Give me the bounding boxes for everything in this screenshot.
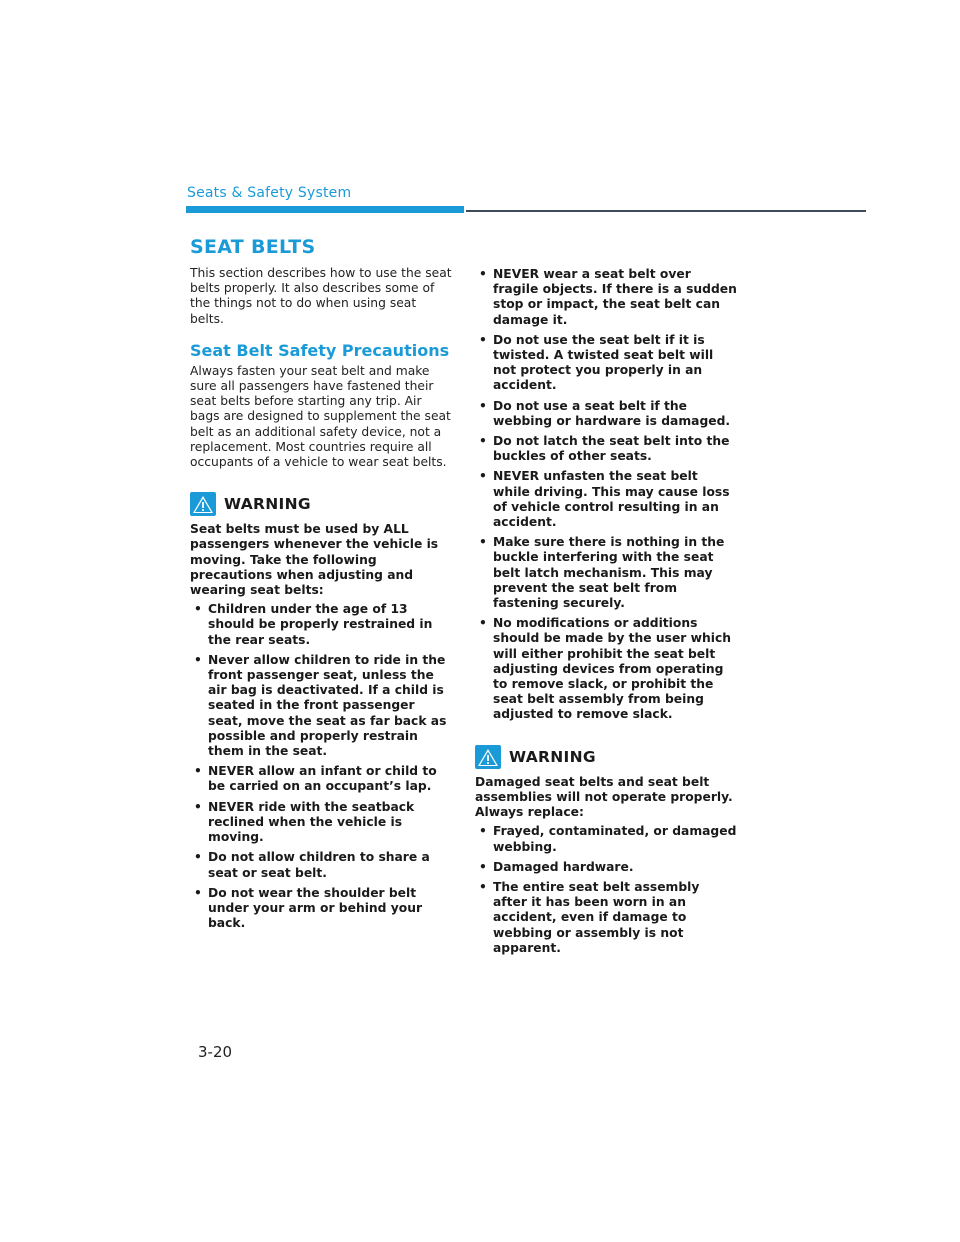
intro-text: This section describes how to use the seat belts properly. It also describes some of the things not to do when using seat belts. [190,266,452,326]
list-item: • The entire seat belt assembly after it has been worn in an accident, even if damage to webbing or assembly is not apparent. [475,880,737,956]
page-number: 3-20 [198,1043,233,1061]
section-title: Seats & Safety System [187,185,352,201]
header-rule-accent [186,206,464,213]
warning-triangle-icon [475,745,501,769]
warning-header [475,745,737,769]
page-title: SEAT BELTS [190,236,316,258]
list-item: • Do not use a seat belt if the webbing or hardware is damaged. [475,399,737,429]
list-item: • Children under the age of 13 should be properly restrained in the rear seats. [190,602,452,648]
left-column [190,236,452,936]
warning-text: Seat belts must be used by ALL passengers whenever the vehicle is moving. Take the following precautions when adjusting and wearing seat belts: [190,522,439,598]
precautions-heading: Seat Belt Safety Precautions [190,340,450,360]
precaution-list [475,267,737,723]
precautions-text: Always fasten your seat belt and make sure all passengers have fastened their seat belts before starting any trip. Air bags are designed to supplement the seat belt as an additional safety device, not a replacement. Most countries require all occupants of a vehicle to wear seat belts. [190,363,451,470]
list-item: • Do not wear the shoulder belt under your arm or behind your back. [190,886,452,932]
list-item: • Do not latch the seat belt into the buckles of other seats. [475,434,737,464]
right-column [475,263,737,961]
list-item: • Do not use the seat belt if it is twisted. A twisted seat belt will not protect you properly in an accident. [475,333,737,394]
warning-label: WARNING [509,747,596,766]
warning-list [190,602,452,931]
warning-triangle-icon [190,492,216,516]
list-item: • Damaged hardware. [475,860,737,875]
list-item: • NEVER unfasten the seat belt while driving. This may cause loss of vehicle control resulting in an accident. [475,469,737,530]
list-item: • NEVER allow an infant or child to be carried on an occupant’s lap. [190,764,452,794]
list-item: • NEVER wear a seat belt over fragile objects. If there is a sudden stop or impact, the seat belt can damage it. [475,267,737,328]
warning-header [190,492,452,516]
list-item: • Make sure there is nothing in the buckle interfering with the seat belt latch mechanism. This may prevent the seat belt from fastening securely. [475,535,737,611]
list-item: • No modifications or additions should be made by the user which will either prohibit the seat belt adjusting devices from operating to remove slack, or prohibit the seat belt assembly from being adjusted to remove slack. [475,616,737,722]
list-item: • Do not allow children to share a seat or seat belt. [190,850,452,880]
list-item: • Never allow children to ride in the front passenger seat, unless the air bag is deactivated. If a child is seated in the front passenger seat, move the seat as far back as possible and properly restrain them in the seat. [190,653,452,759]
header-rule [466,210,866,212]
warning-list [475,824,737,956]
list-item: • Frayed, contaminated, or damaged webbing. [475,824,737,854]
warning-text: Damaged seat belts and seat belt assemblies will not operate properly. Always replace: [475,774,733,820]
warning-label: WARNING [224,495,311,514]
list-item: • NEVER ride with the seatback reclined when the vehicle is moving. [190,800,452,846]
